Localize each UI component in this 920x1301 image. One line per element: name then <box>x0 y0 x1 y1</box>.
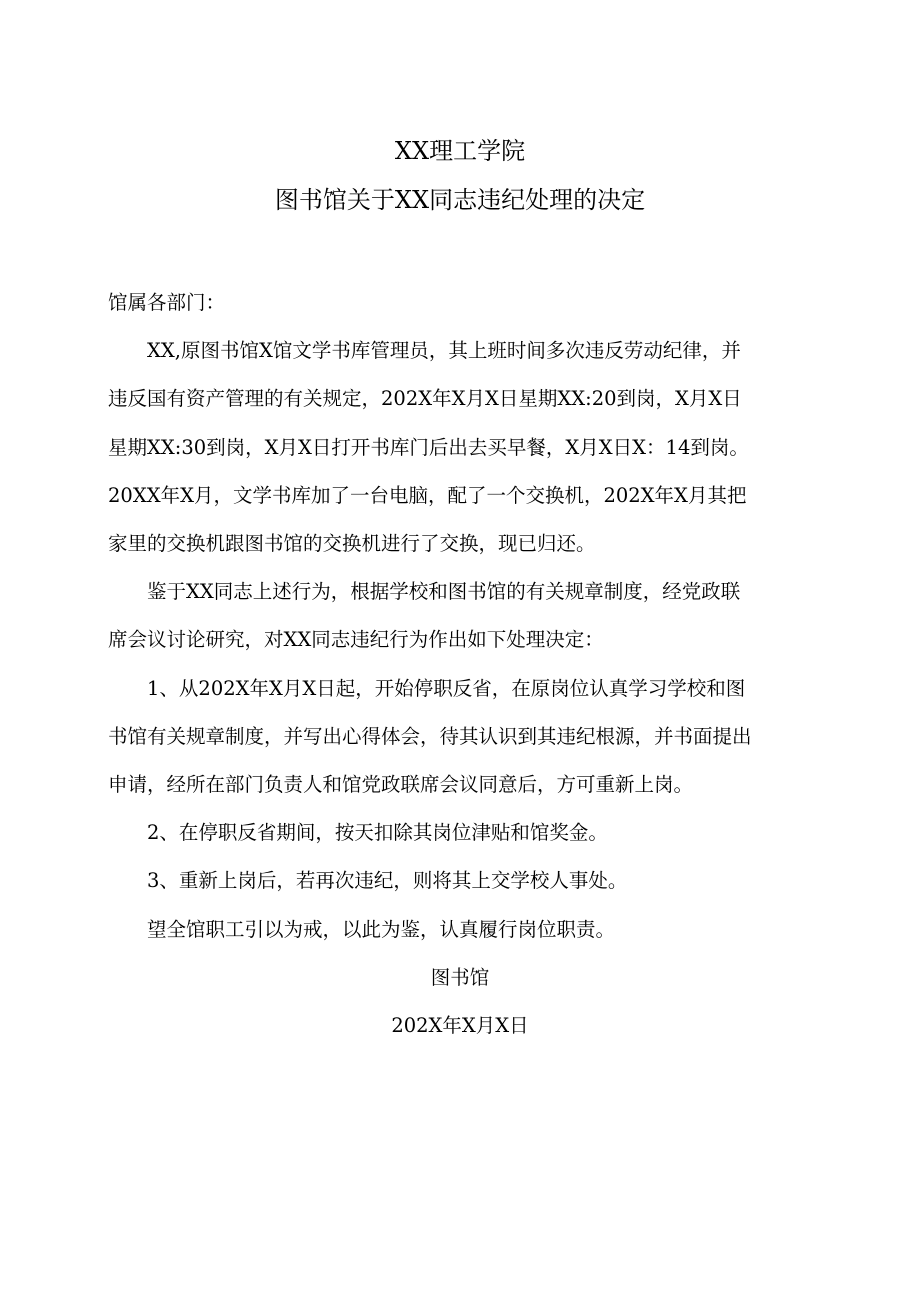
paragraph-line: 20XX年X月，文学书库加了一台电脑，配了一个交换机，202X年X月其把 <box>108 483 747 507</box>
paragraph-line: 家里的交换机跟图书馆的交换机进行了交换，现已归还。 <box>108 532 596 556</box>
paragraph-line: 申请，经所在部门负责人和馆党政联席会议同意后，方可重新上岗。 <box>108 773 694 797</box>
paragraph-line: 书馆有关规章制度，并写出心得体会，待其认识到其违纪根源，并书面提出 <box>108 724 752 748</box>
paragraph-line: 违反国有资产管理的有关规定，202X年X月X日星期XX:20到岗，X月X日 <box>108 387 742 411</box>
paragraph-line: 1、从202X年X月X日起，开始停职反省，在原岗位认真学习学校和图 <box>147 676 746 700</box>
decision-item-1 <box>108 665 820 810</box>
paragraph-decision-basis <box>108 568 820 664</box>
decision-item-3: 3、重新上岗后，若再次违纪，则将其上交学校人事处。 <box>147 869 628 893</box>
institution-title: XX理工学院 <box>394 137 526 165</box>
paragraph-line: 星期XX:30到岗，X月X日打开书库门后出去买早餐，X月X日X：14到岗。 <box>108 435 749 459</box>
salutation: 馆属各部门： <box>108 291 226 314</box>
document-body <box>108 279 820 1050</box>
paragraph-line: 席会议讨论研究，对XX同志违纪行为作出如下处理决定： <box>108 628 604 652</box>
signature: 图书馆 <box>430 965 490 989</box>
paragraph-line: 鉴于XX同志上述行为，根据学校和图书馆的有关规章制度，经党政联 <box>147 580 741 604</box>
document-title: 图书馆关于XX同志违纪处理的决定 <box>274 186 646 214</box>
document-date: 202X年X月X日 <box>391 1014 529 1038</box>
paragraph-incident <box>108 327 820 568</box>
closing-statement: 望全馆职工引以为戒，以此为鉴，认真履行岗位职责。 <box>147 917 616 941</box>
decision-item-2: 2、在停职反省期间，按天扣除其岗位津贴和馆奖金。 <box>147 821 608 845</box>
paragraph-line: XX,原图书馆X馆文学书库管理员，其上班时间多次违反劳动纪律，并 <box>147 339 741 363</box>
